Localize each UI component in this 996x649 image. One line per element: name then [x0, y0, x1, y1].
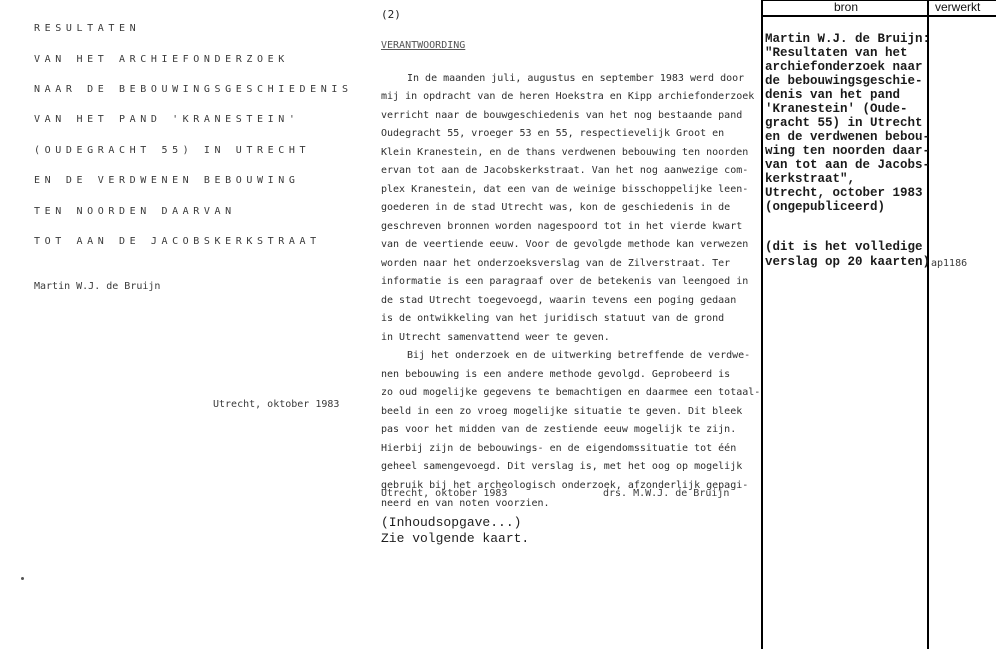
bron-line-1: Martin W.J. de Bruijn:	[765, 32, 931, 46]
body-line-23: gebruik bij het archeologisch onderzoek, afzonderlijk gepagi-	[381, 480, 749, 491]
body-line-16: Bij het onderzoek en de uitwerking betreffende de verdwe-	[407, 350, 751, 361]
body-line-1: In de maanden juli, augustus en september 1983 werd door	[407, 73, 745, 84]
bron-line-6: 'Kranestein' (Oude-	[765, 102, 908, 116]
header-bron: bron	[834, 0, 859, 14]
header-verwerkt: verwerkt	[935, 0, 981, 14]
body-line-22: geheel samengevoegd. Dit verslag is, met het oog op mogelijk	[381, 461, 743, 472]
title-line-7: TEN NOORDEN DAARVAN	[34, 206, 236, 217]
body-line-5: Klein Kranestein, en de thans verdwenen bebouwing ten noorden	[381, 147, 749, 158]
title-line-8: TOT AAN DE JACOBSKERKSTRAAT	[34, 236, 321, 247]
body-line-21: Hierbij zijn de bebouwings- en de eigendomssituatie tot één	[381, 443, 737, 454]
body-line-3: verricht naar de bouwgeschiedenis van het nog bestaande pand	[381, 110, 743, 121]
section-heading: VERANTWOORDING	[381, 40, 466, 51]
body-line-6: ervan tot aan de Jacobskerkstraat. Van het nog aanwezige com-	[381, 165, 749, 176]
body-line-10: van de veertiende eeuw. Voor de gevolgde methode kan verwezen	[381, 239, 749, 250]
body-line-12: informatie is een paragraaf over de betekenis van leengoed in	[381, 276, 749, 287]
body-line-20: pas voor het midden van de zestiende eeuw mogelijk te zijn.	[381, 424, 737, 435]
body-line-2: mij in opdracht van de heren Hoekstra en Kipp archiefonderzoek	[381, 91, 755, 102]
bron-line-3: archiefonderzoek naar	[765, 60, 923, 74]
verwerkt-code: ap1186	[931, 258, 968, 269]
bron-line-7: gracht 55) in Utrecht	[765, 116, 923, 130]
body-line-17: nen bebouwing is een andere methode gevolgd. Geprobeerd is	[381, 369, 731, 380]
bron-line-5: denis van het pand	[765, 88, 901, 102]
body-line-4: Oudegracht 55, vroeger 53 en 55, respectievelijk Groot en	[381, 128, 725, 139]
card-note-line-1: (dit is het volledige	[765, 240, 923, 254]
title-line-2: VAN HET ARCHIEFONDERZOEK	[34, 54, 289, 65]
title-line-6: EN DE VERDWENEN BEBOUWING	[34, 175, 300, 186]
body-line-24: neerd en van noten voorzien.	[381, 498, 550, 509]
note-line-2: Zie volgende kaart.	[381, 531, 530, 546]
scan-speck	[21, 577, 24, 580]
title-line-5: (OUDEGRACHT 55) IN UTRECHT	[34, 145, 311, 156]
body-line-13: de stad Utrecht toegevoegd, waarin tevens een poging gedaan	[381, 295, 737, 306]
title-line-4: VAN HET PAND 'KRANESTEIN'	[34, 114, 300, 125]
title-line-1: RESULTATEN	[34, 23, 141, 34]
body-line-14: is de ontwikkeling van het juridisch statuut van de grond	[381, 313, 725, 324]
card-column-rule	[927, 0, 929, 649]
card-note-line-2: verslag op 20 kaarten)	[765, 255, 931, 269]
body-line-9: geschreven bronnen worden nagespoord tot in het vierde kwart	[381, 221, 743, 232]
page-number: (2)	[381, 8, 401, 21]
body-line-19: beeld in een zo vroeg mogelijke situatie te geven. Dit bleek	[381, 406, 743, 417]
bron-line-9: wing ten noorden daar-	[765, 144, 931, 158]
card-left-rule	[761, 0, 763, 649]
body-line-18: zo oud mogelijke gegevens te bemachtigen en daarmee een totaal-	[381, 387, 761, 398]
note-line-1: (Inhoudsopgave...)	[381, 515, 522, 530]
bron-line-10: van tot aan de Jacobs-	[765, 158, 931, 172]
body-line-7: plex Kranestein, dat een van de weinige bisschoppelijke leen-	[381, 184, 749, 195]
body-line-8: goederen in de stad Utrecht was, kon de geschiedenis in de	[381, 202, 731, 213]
footer-author: drs. M.W.J. de Bruijn	[603, 488, 730, 499]
bron-line-12: Utrecht, october 1983	[765, 186, 923, 200]
bron-line-13: (ongepubliceerd)	[765, 200, 886, 214]
body-line-11: worden naar het onderzoeksverslag van de Zilverstraat. Ter	[381, 258, 731, 269]
body-line-15: in Utrecht samenvattend weer te geven.	[381, 332, 610, 343]
bron-line-2: "Resultaten van het	[765, 46, 908, 60]
title-line-3: NAAR DE BEBOUWINGSGESCHIEDENIS	[34, 84, 353, 95]
bron-line-4: de bebouwingsgeschie-	[765, 74, 923, 88]
bron-line-11: kerkstraat",	[765, 172, 856, 186]
bron-line-8: en de verdwenen bebou-	[765, 130, 931, 144]
footer-place-date: Utrecht, oktober 1983	[381, 488, 508, 499]
card-header-rule	[761, 15, 996, 17]
author-name: Martin W.J. de Bruijn	[34, 281, 161, 292]
place-date: Utrecht, oktober 1983	[213, 399, 340, 410]
